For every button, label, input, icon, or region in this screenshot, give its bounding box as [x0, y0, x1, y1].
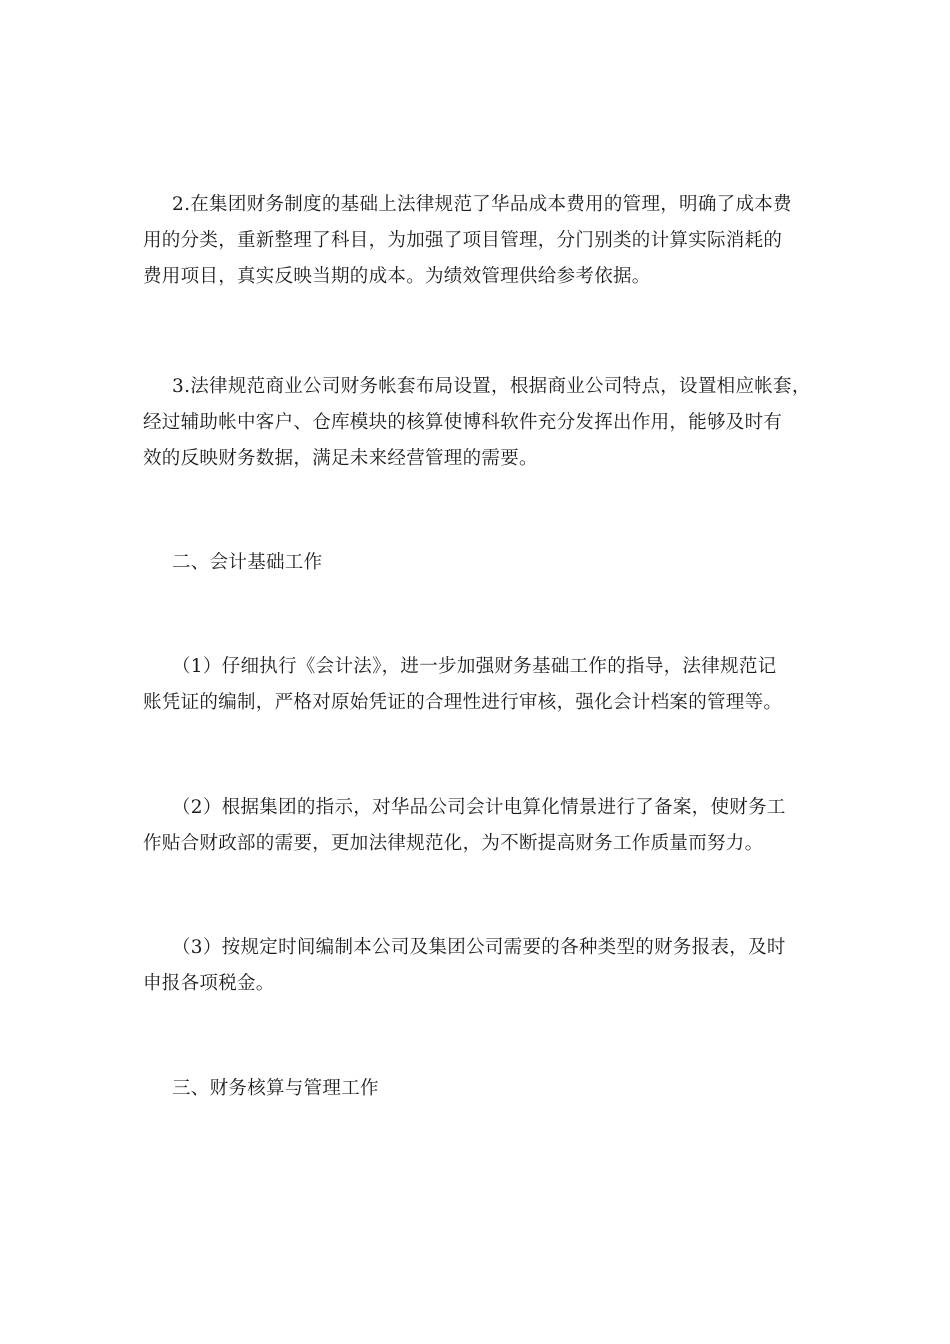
paragraph-cost-management-line-1: 2.在集团财务制度的基础上法律规范了华品成本费用的管理，明确了成本费 [172, 194, 792, 215]
paragraph-cost-management-line-3: 费用项目，真实反映当期的成本。为绩效管理供给参考依据。 [143, 266, 651, 287]
item-2-line-1: （2）根据集团的指示，对华品公司会计电算化情景进行了备案，使财务工 [172, 797, 786, 818]
paragraph-account-sets-line-1: 3.法律规范商业公司财务帐套布局设置，根据商业公司特点，设置相应帐套， [172, 376, 811, 397]
section-heading-accounting-basics: 二、会计基础工作 [172, 552, 323, 573]
paragraph-cost-management-line-2: 用的分类，重新整理了科目，为加强了项目管理，分门别类的计算实际消耗的 [143, 230, 783, 251]
section-heading-finance-accounting: 三、财务核算与管理工作 [172, 1078, 379, 1099]
item-3-line-2: 申报各项税金。 [143, 973, 275, 994]
paragraph-account-sets-line-2: 经过辅助帐中客户、仓库模块的核算使博科软件充分发挥出作用，能够及时有 [143, 412, 783, 433]
item-1-line-2: 账凭证的编制，严格对原始凭证的合理性进行审核，强化会计档案的管理等。 [143, 692, 783, 713]
paragraph-account-sets-line-3: 效的反映财务数据，满足未来经营管理的需要。 [143, 448, 538, 469]
item-3-line-1: （3）按规定时间编制本公司及集团公司需要的各种类型的财务报表，及时 [172, 937, 786, 958]
item-1-line-1: （1）仔细执行《会计法》，进一步加强财务基础工作的指导，法律规范记 [172, 656, 777, 677]
item-2-line-2: 作贴合财政部的需要，更加法律规范化，为不断提高财务工作质量而努力。 [143, 833, 764, 854]
